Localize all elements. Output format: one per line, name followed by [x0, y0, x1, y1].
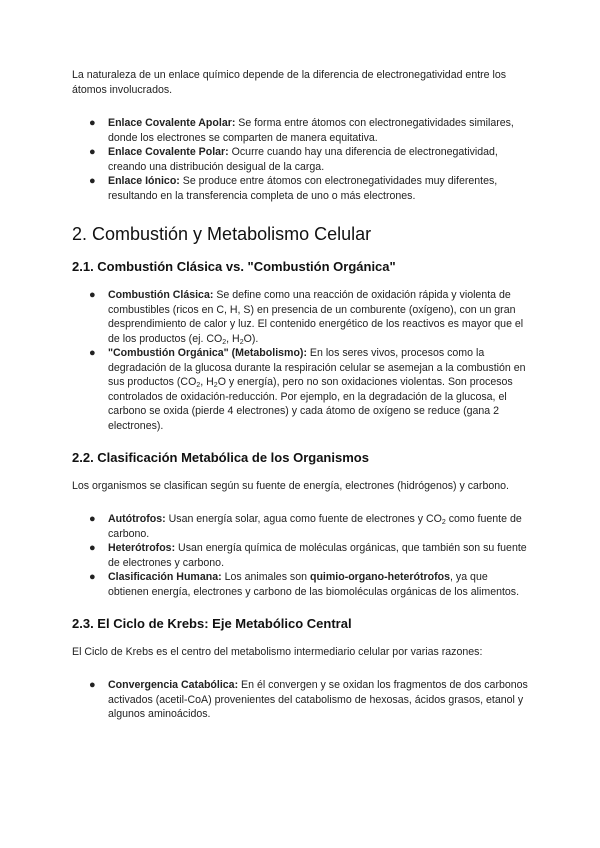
- subscript: 2: [196, 382, 201, 389]
- krebs-list: [72, 678, 530, 722]
- subsection-heading: 2.2. Clasificación Metabólica de los Organismos: [72, 450, 369, 465]
- bullet-term: Enlace Covalente Apolar:: [108, 117, 236, 129]
- bullet-icon: ●: [89, 175, 96, 187]
- bullet-emphasis: quimio-organo-heterótrofos: [309, 571, 451, 583]
- list-item: [72, 174, 530, 203]
- bullet-text: Se define como una reacción de oxidación rápida y violenta de combustibles (ricos en C, H, S) en presencia de un comburente (oxígeno), con un gran desprendimiento de calor y luz. El contenido energético de los reactivos es mayor que el de los productos (ej. CO: [108, 289, 524, 345]
- bullet-icon: ●: [89, 289, 96, 301]
- bullet-icon: ●: [89, 513, 96, 525]
- bullet-term: Combustión Clásica:: [108, 289, 214, 301]
- bullet-term: Convergencia Catabólica:: [108, 679, 239, 691]
- bullet-text: En él convergen y se oxidan los fragmentos de dos carbonos activados (acetil-CoA) provenientes del catabolismo de hexosas, ácidos grasos, etanol y algunos aminoácidos.: [108, 679, 528, 720]
- bullet-text: O).: [243, 332, 259, 345]
- bullet-icon: ●: [89, 117, 96, 129]
- document-content: [72, 68, 530, 722]
- list-item: [72, 145, 530, 174]
- combustion-list: [72, 288, 530, 433]
- bullet-text: , H: [200, 376, 214, 388]
- bullet-term: Heterótrofos:: [108, 542, 176, 554]
- subsection-heading: 2.3. El Ciclo de Krebs: Eje Metabólico Central: [72, 616, 352, 631]
- bullet-text: Los animales son: [221, 571, 310, 583]
- bullet-icon: ●: [89, 679, 96, 691]
- bullet-text: O y energía), pero no son oxidaciones violentas. Son procesos controlados de oxidación-reducción. Por ejemplo, en la degradación de la glucosa, el carbono se oxida (pierde 4 electrones) y cada átomo de oxígeno se reduce (gana 2 electrones).: [108, 376, 513, 432]
- bullet-term: Enlace Covalente Polar:: [108, 146, 229, 158]
- subscript: 2: [213, 382, 218, 389]
- bullet-icon: ●: [89, 146, 96, 158]
- subsection-heading: 2.1. Combustión Clásica vs. "Combustión Orgánica": [72, 259, 396, 274]
- bullet-text: En los seres vivos, procesos como la degradación de la glucosa durante la respiración celular se asemejan a la combustión en sus productos (CO: [108, 347, 526, 388]
- section-heading: 2. Combustión y Metabolismo Celular: [72, 224, 372, 244]
- bullet-text: , ya que obtienen energía, electrones y carbono de las biomoléculas orgánicas de los alimentos.: [108, 571, 520, 598]
- subscript: 2: [239, 338, 244, 346]
- bullet-term: "Combustión Orgánica" (Metabolismo):: [108, 347, 307, 359]
- krebs-paragraph: El Ciclo de Krebs es el centro del metabolismo intermediario celular por varias razones:: [72, 646, 483, 658]
- list-item: [72, 512, 530, 541]
- bullet-text: Se produce entre átomos con electronegatividades muy diferentes, resultando en la transferencia completa de uno o más electrones.: [108, 175, 498, 202]
- bullet-text: Se forma entre átomos con electronegatividades similares, donde los electrones se comparten de manera equitativa.: [108, 117, 514, 144]
- classification-list: [72, 512, 530, 599]
- intro-paragraph: La naturaleza de un enlace químico depende de la diferencia de electronegatividad entre los átomos involucrados.: [72, 69, 507, 96]
- list-item: [72, 678, 530, 722]
- bullet-text: Ocurre cuando hay una diferencia de electronegatividad, creando una distribución desigual de la carga.: [108, 146, 498, 173]
- subscript: 2: [441, 519, 446, 526]
- list-item: [72, 116, 530, 145]
- list-item: [72, 346, 530, 433]
- list-item: [72, 288, 530, 346]
- bullet-icon: ●: [89, 347, 96, 359]
- bullet-icon: ●: [89, 571, 96, 583]
- bullet-term: Enlace Iónico:: [108, 175, 180, 187]
- bullet-text: , H: [226, 332, 240, 345]
- bullet-icon: ●: [89, 542, 96, 554]
- bullet-text: Usan energía solar, agua como fuente de electrones y CO: [165, 513, 442, 525]
- subscript: 2: [222, 338, 227, 346]
- bullet-term: Autótrofos:: [108, 513, 166, 525]
- bond-types-list: [72, 116, 530, 203]
- bullet-text: Usan energía química de moléculas orgánicas, que también son su fuente de electrones y carbono.: [108, 542, 527, 569]
- classification-paragraph: Los organismos se clasifican según su fuente de energía, electrones (hidrógenos) y carbono.: [72, 480, 509, 492]
- bullet-text: como fuente de carbono.: [108, 513, 522, 540]
- list-item: [72, 570, 530, 599]
- bullet-term: Clasificación Humana:: [108, 571, 222, 583]
- list-item: [72, 541, 530, 570]
